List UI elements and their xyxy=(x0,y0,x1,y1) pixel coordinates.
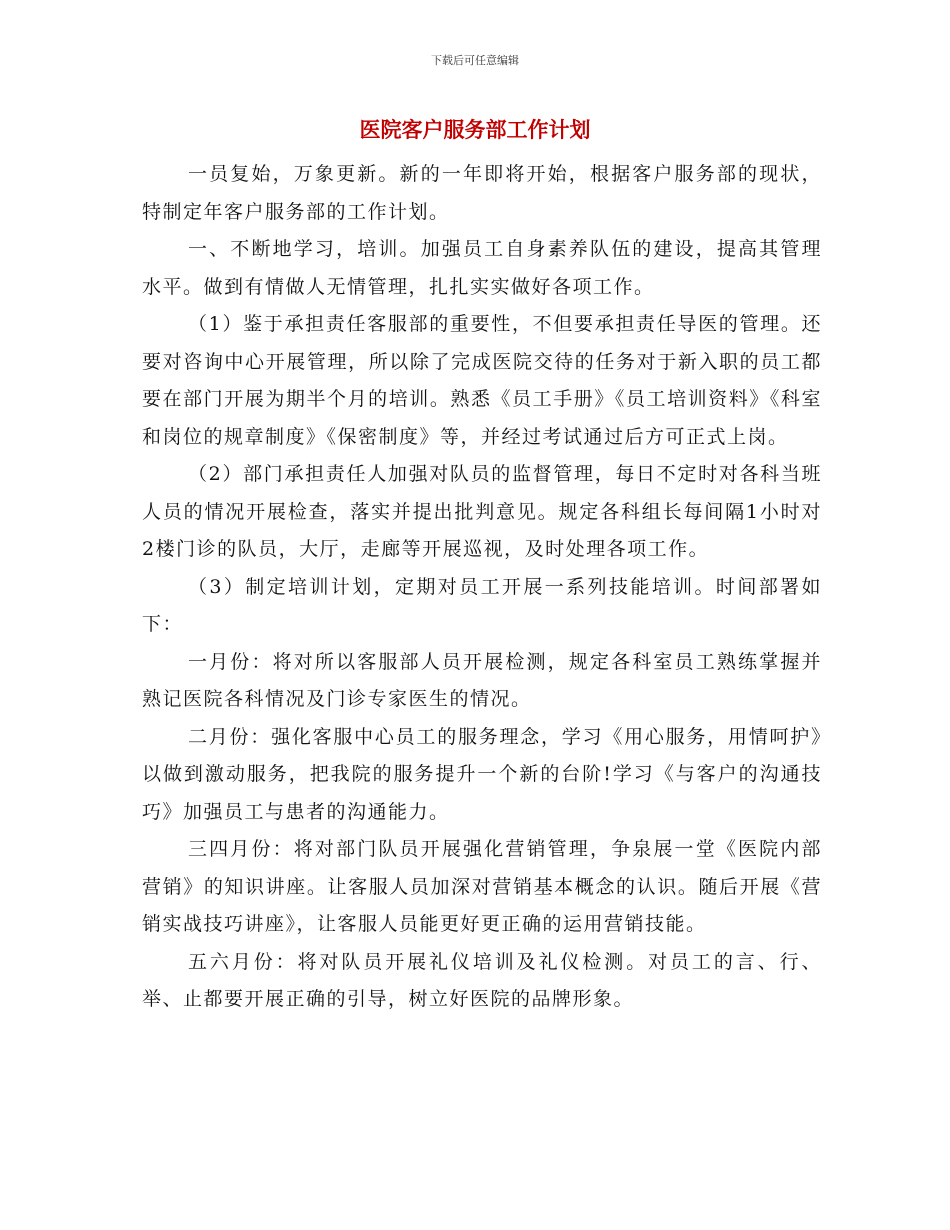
paragraph-section-1: 一、不断地学习，培训。加强员工自身素养队伍的建设，提高其管理水平。做到有情做人无情管理，扎扎实实做好各项工作。 xyxy=(142,238,822,298)
paragraph-may-june: 五六月份：将对队员开展礼仪培训及礼仪检测。对员工的言、行、举、止都要开展正确的引导，树立好医院的品牌形象。 xyxy=(142,950,822,1010)
document-title: 医院客户服务部工作计划 xyxy=(359,118,591,142)
paragraph-february: 二月份：强化客服中心员工的服务理念，学习《用心服务，用情呵护》以做到激动服务，把我院的服务提升一个新的台阶!学习《与客户的沟通技巧》加强员工与患者的沟通能力。 xyxy=(142,725,822,823)
paragraph-january: 一月份：将对所以客服部人员开展检测，规定各科室员工熟练掌握并熟记医院各科情况及门诊专家医生的情况。 xyxy=(142,650,822,710)
paragraph-item-2: （2）部门承担责任人加强对队员的监督管理，每日不定时对各科当班人员的情况开展检查，落实并提出批判意见。规定各科组长每间隔1小时对2楼门诊的队员，大厅，走廊等开展巡视，及时处理各项工作。 xyxy=(142,463,822,560)
paragraph-intro: 一员复始，万象更新。新的一年即将开始，根据客户服务部的现状，特制定年客户服务部的工作计划。 xyxy=(142,163,822,223)
paragraph-item-3: （3）制定培训计划，定期对员工开展一系列技能培训。时间部署如下： xyxy=(142,575,822,635)
paragraph-march-april: 三四月份：将对部门队员开展强化营销管理，争泉展一堂《医院内部营销》的知识讲座。让客服人员加深对营销基本概念的认识。随后开展《营销实战技巧讲座》，让客服人员能更好更正确的运用营销技能。 xyxy=(142,838,822,935)
paragraph-item-1: （1）鉴于承担责任客服部的重要性，不但要承担责任导医的管理。还要对咨询中心开展管理，所以除了完成医院交待的任务对于新入职的员工都要在部门开展为期半个月的培训。熟悉《员工手册》《员工培训资料》《科室和岗位的规章制度》《保密制度》等，并经过考试通过后方可正式上岗。 xyxy=(142,313,822,448)
header-note: 下载后可任意编辑 xyxy=(431,54,519,67)
document-body xyxy=(142,156,822,1019)
